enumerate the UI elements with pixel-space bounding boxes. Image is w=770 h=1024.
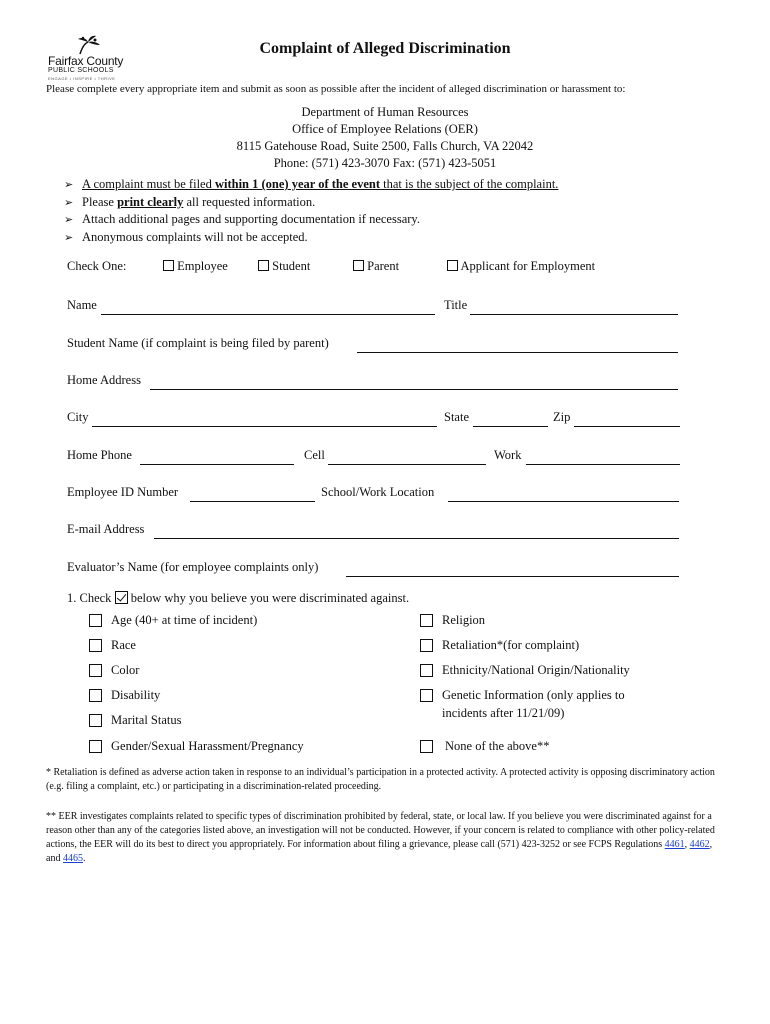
- school-location-label: School/Work Location: [321, 485, 435, 499]
- arrow-bullet-icon: ➢: [64, 214, 74, 226]
- genetic-checkbox[interactable]: [420, 689, 433, 702]
- checkmark-box-icon: [115, 591, 128, 604]
- home-phone-field[interactable]: [140, 464, 294, 465]
- home-address-label: Home Address: [67, 373, 141, 387]
- evaluator-label: Evaluator’s Name (for employee complaints only): [67, 560, 319, 574]
- color-checkbox[interactable]: [89, 664, 102, 677]
- religion-checkbox[interactable]: [420, 614, 433, 627]
- home-address-field[interactable]: [150, 389, 678, 390]
- eer-note: ** EER investigates complaints related to specific types of discrimination prohibited by federal, state, or local law. If you believe you were discriminated against for a reason other than any of the categories listed above, an investigation will not be conducted. However, if your concern is related to compliance with other policy-related actions, the EER will do its best to direct you appropriately. For information about filing a grievance, please call (571) 423-3252 or see FCPS Regulations 4461, 4462, and 4465.: [46, 811, 715, 864]
- role-parent[interactable]: Parent: [353, 259, 399, 274]
- work-field[interactable]: [526, 464, 680, 465]
- question-1: 1. Check below why you believe you were discriminated against.: [67, 591, 410, 605]
- city-field[interactable]: [92, 426, 437, 427]
- address-phone: Phone: (571) 423-3070 Fax: (571) 423-5051: [273, 156, 497, 170]
- name-field[interactable]: [101, 314, 435, 315]
- disability-checkbox[interactable]: [89, 689, 102, 702]
- instruction-item: ➢ Attach additional pages and supporting documentation if necessary.: [64, 212, 420, 226]
- home-phone-label: Home Phone: [67, 448, 132, 462]
- retaliation-checkbox[interactable]: [420, 639, 433, 652]
- state-field[interactable]: [473, 426, 548, 427]
- logo-tagline: ENGAGE • INSPIRE • THRIVE: [48, 76, 116, 81]
- name-label: Name: [67, 298, 97, 312]
- zip-label: Zip: [553, 410, 571, 424]
- marital-status-checkbox[interactable]: [89, 714, 102, 727]
- role-student[interactable]: Student: [258, 259, 310, 274]
- role-employee[interactable]: Employee: [163, 259, 228, 274]
- school-location-field[interactable]: [448, 501, 679, 502]
- state-label: State: [444, 410, 469, 424]
- title-field[interactable]: [470, 314, 678, 315]
- student-checkbox[interactable]: [258, 260, 269, 271]
- arrow-bullet-icon: ➢: [64, 196, 74, 209]
- regulation-4461-link[interactable]: 4461: [664, 839, 685, 850]
- instructions-list: [64, 177, 558, 247]
- employee-checkbox[interactable]: [163, 260, 174, 271]
- email-label: E-mail Address: [67, 522, 145, 536]
- email-field[interactable]: [154, 538, 679, 539]
- address-office: Office of Employee Relations (OER): [292, 122, 478, 136]
- instruction-item: ➢ Please print clearly all requested information.: [64, 194, 316, 209]
- city-label: City: [67, 410, 89, 424]
- retaliation-note: * Retaliation is defined as adverse action taken in response to an individual’s participation in a protected activity. A protected activity is opposing discriminatory action (e.g. filing a complaint, etc.) or participating in a discrimination-related proceeding.: [46, 767, 715, 792]
- arrow-bullet-icon: ➢: [64, 231, 74, 244]
- address-block: [0, 104, 770, 172]
- instruction-item: [64, 177, 558, 195]
- arrow-bullet-icon: ➢: [64, 179, 74, 191]
- none-checkbox[interactable]: [420, 740, 433, 753]
- role-applicant[interactable]: Applicant for Employment: [447, 259, 595, 274]
- instruction-item: ➢ Anonymous complaints will not be accepted.: [64, 229, 308, 244]
- employee-id-field[interactable]: [190, 501, 315, 502]
- regulation-4465-link[interactable]: 4465: [62, 853, 83, 864]
- applicant-checkbox[interactable]: [447, 260, 458, 271]
- race-checkbox[interactable]: [89, 639, 102, 652]
- address-street: 8115 Gatehouse Road, Suite 2500, Falls Church, VA 22042: [236, 139, 534, 153]
- cell-label: Cell: [304, 448, 325, 462]
- check-one-label: Check One:: [67, 259, 127, 273]
- instruction-deadline: A complaint must be filed within 1 (one) year of the event that is the subject of the complaint.: [82, 177, 559, 191]
- student-name-label: Student Name (if complaint is being filed by parent): [67, 336, 329, 350]
- title-label: Title: [444, 298, 468, 312]
- student-name-field[interactable]: [357, 352, 678, 353]
- intro-text: Please complete every appropriate item and submit as soon as possible after the incident of alleged discrimination or harassment to:: [46, 83, 626, 95]
- logo-line1: Fairfax County: [48, 54, 124, 68]
- evaluator-field[interactable]: [346, 576, 679, 577]
- regulation-4462-link[interactable]: 4462: [689, 839, 710, 850]
- work-label: Work: [494, 448, 522, 462]
- zip-field[interactable]: [574, 426, 680, 427]
- parent-checkbox[interactable]: [353, 260, 364, 271]
- employee-id-label: Employee ID Number: [67, 485, 179, 499]
- page-title: Complaint of Alleged Discrimination: [259, 40, 511, 57]
- logo-line2: PUBLIC SCHOOLS: [48, 67, 114, 74]
- cell-field[interactable]: [328, 464, 486, 465]
- age-checkbox[interactable]: [89, 614, 102, 627]
- gender-checkbox[interactable]: [89, 740, 102, 753]
- address-dept: Department of Human Resources: [301, 105, 469, 119]
- ethnicity-checkbox[interactable]: [420, 664, 433, 677]
